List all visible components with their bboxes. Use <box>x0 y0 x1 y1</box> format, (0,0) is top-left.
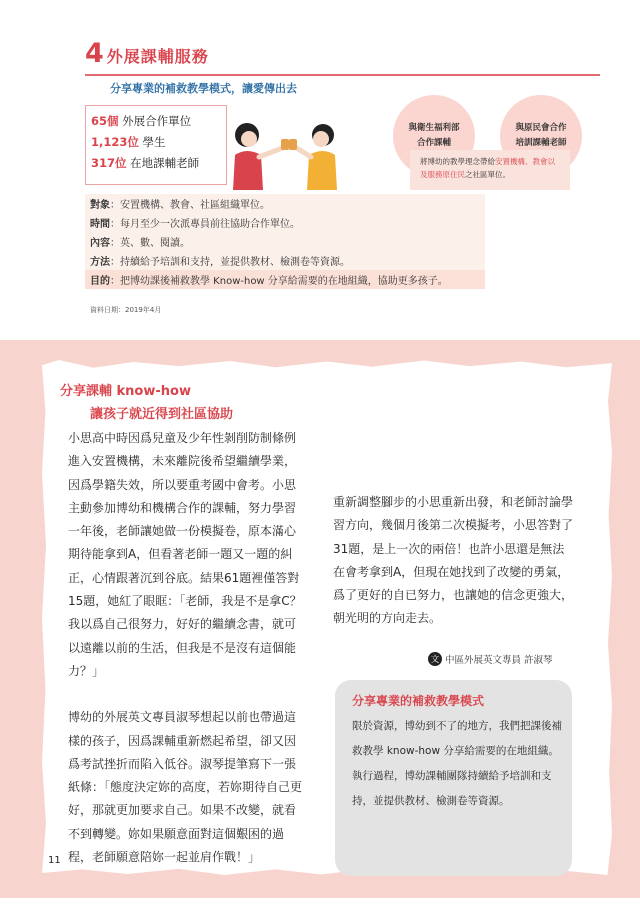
page-number: 11 <box>48 855 61 866</box>
info-row-method: 方法 ：持續給予培訓和支持，並提供教材、檢測卷等資源。 <box>85 251 485 270</box>
author-name: 中區外展英文專員 許淑琴 <box>445 655 553 666</box>
info-row-time: 時間 ：每月至少一次派專員前往協助合作單位。 <box>85 213 485 232</box>
partner-circle-indigenous: 與原民會合作 培訓課輔老師 <box>500 95 582 177</box>
info-row-target: 對象 ：安置機構、教會、社區組織單位。 <box>85 194 485 213</box>
story-headline-2: 讓孩子就近得到社區協助 <box>90 407 234 422</box>
story-column-left <box>68 427 306 916</box>
info-table <box>85 194 485 289</box>
story-paragraph-3: 重新調整腳步的小思重新出發，和老師討論學習方向，幾個月後第二次模擬考，小思答對了31題，是上一次的兩倍！也許小思還是無法在會考拿到A，但現在她找到了改變的勇氣，爲了更好的自已努力，也讓她的信念更強大，朝光明的方向走去。 <box>333 495 574 626</box>
story-paragraph-2: 博幼的外展英文專員淑琴想起以前也帶過這樣的孩子，因爲課輔重新燃起希望，卻又因爲考試挫折而陷入低谷。淑琴提筆寫下一張紙條：「態度決定妳的高度，若妳期待自己更好，那就更加要求自己。如果不改變，就看不到轉變。妳如果願意面對這個艱困的過程，老師願意陪妳一起並肩作戰！」 <box>68 710 303 865</box>
mission-note: 將博幼的教學理念帶給安置機構、教會以及服務原住民之社區單位。 <box>410 150 570 190</box>
stat-students: 1,123位 學生 <box>91 135 166 149</box>
story-paragraph-1: 小思高中時因爲兒童及少年性剝削防制條例進入安置機構，未來離院後希望繼續學業，因爲學籍失效，所以要重考國中會考。小思主動參加博幼和機構合作的課輔，努力學習一年後，老師讓她做一份模擬卷，原本滿心期待能拿到A，但看著老師一題又一題的糾正，心情跟著沉到谷底。結果61題裡僅答對15題，她紅了眼眶：「老師，我是不是拿C？我以爲自己很努力，好好的繼續念書，就可以遠離以前的生活，但我是不是沒有這個能力？」 <box>68 431 302 678</box>
story-headline-1: 分享課輔 know-how <box>60 384 191 399</box>
callout-title: 分享專業的補救教學模式 <box>352 694 485 708</box>
top-section <box>0 0 640 340</box>
stats-box <box>85 105 227 185</box>
section-number: 4 <box>85 38 104 69</box>
title-rule <box>85 74 600 76</box>
stat-partners: 65個 外展合作單位 <box>91 114 192 128</box>
section-title-text: 外展課輔服務 <box>106 47 209 66</box>
author-credit <box>428 652 553 666</box>
info-row-content: 內容 ：英、數、閱讀。 <box>85 232 485 251</box>
callout-body: 限於資源，博幼到不了的地方，我們把課後補救教學 know-how 分享給需要的在地組織。執行過程，博幼課輔團隊持續給予培訓和支持，並提供教材、檢測卷等資源。 <box>352 720 562 807</box>
author-icon: 文 <box>428 652 442 666</box>
section-title <box>85 40 209 67</box>
stat-teachers: 317位 在地課輔老師 <box>91 156 200 170</box>
info-row-purpose: 目的 ：把博幼課後補救教學 Know-how 分享給需要的在地組織，協助更多孩子。 <box>85 270 485 289</box>
story-paragraph-2-cont <box>333 375 573 468</box>
partner-circle-welfare: 與衛生福利部 合作課輔 <box>393 95 475 177</box>
section-subtitle: 分享專業的補救教學模式，讓愛傳出去 <box>110 82 297 95</box>
story-column-right <box>333 375 573 631</box>
toast-illustration <box>225 115 345 190</box>
source-date: 資料日期：2019年4月 <box>90 306 162 314</box>
